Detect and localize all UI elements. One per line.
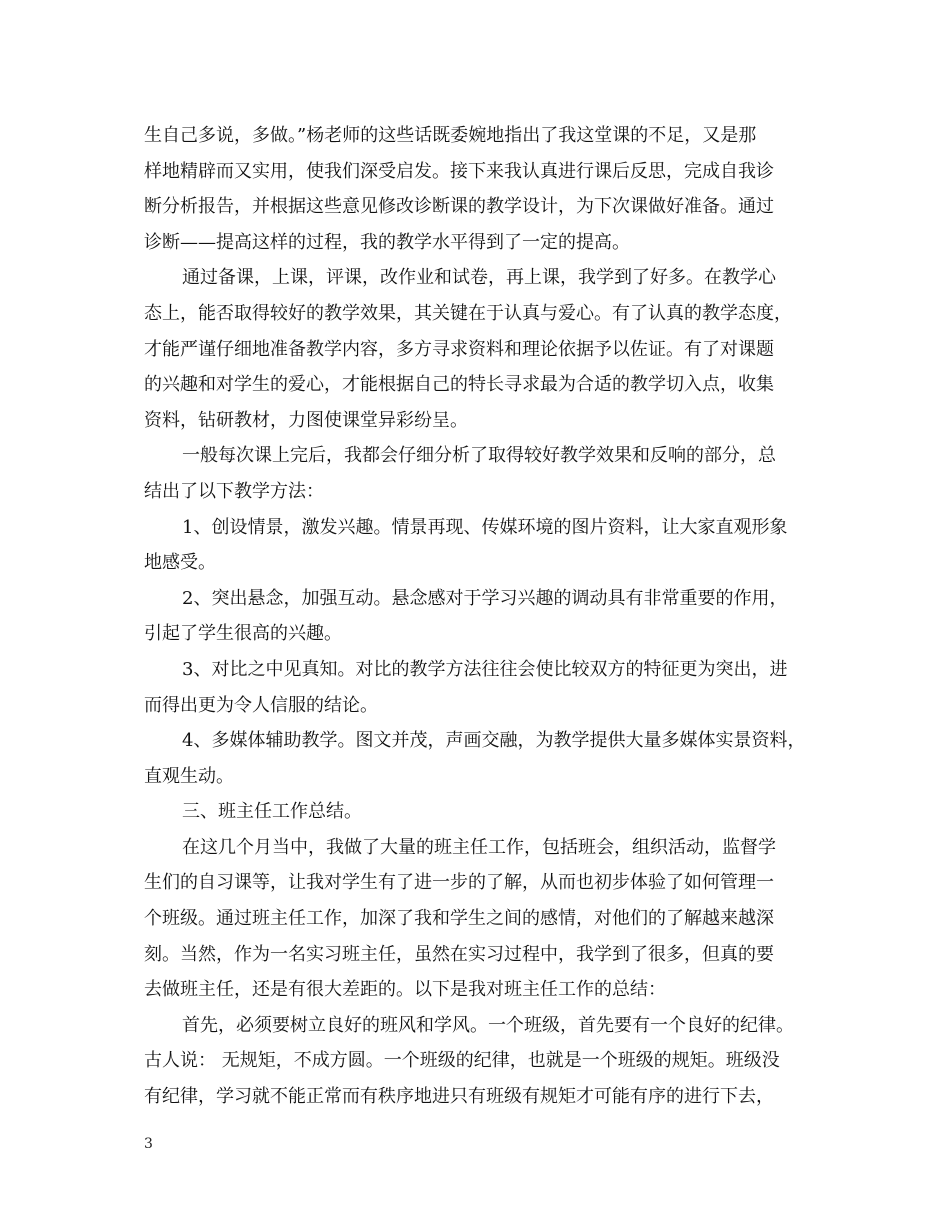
text-line: 地感受。 [144,552,216,574]
text-line: 的兴趣和对学生的爱心，才能根据自己的特长寻求最为合适的教学切入点，收集 [144,374,774,396]
text-line: 通过备课，上课，评课，改作业和试卷，再上课，我学到了好多。在教学心 [182,267,776,289]
text-line: 2、突出悬念，加强互动。悬念感对于学习兴趣的调动具有非常重要的作用， [182,587,788,609]
text-line: 诊断——提高这样的过程，我的教学水平得到了一定的提高。 [144,231,630,253]
text-line: 结出了以下教学方法： [144,480,324,502]
text-line: 有纪律，学习就不能正常而有秩序地进只有班级有规矩才可能有序的进行下去， [144,1086,774,1108]
text-line: 样地精辟而又实用，使我们深受启发。接下来我认真进行课后反思，完成自我诊 [144,160,774,182]
text-line: 态上，能否取得较好的教学效果，其关键在于认真与爱心。有了认真的教学态度， [144,302,792,324]
text-line: 首先，必须要树立良好的班风和学风。一个班级，首先要有一个良好的纪律。 [182,1014,794,1036]
text-line: 3、对比之中见真知。对比的教学方法往往会使比较双方的特征更为突出，进 [182,658,788,680]
text-line: 才能严谨仔细地准备教学内容，多方寻求资料和理论依据予以佐证。有了对课题 [144,338,774,360]
text-line: 断分析报告，并根据这些意见修改诊断课的教学设计，为下次课做好准备。通过 [144,196,774,218]
text-line: 三、班主任工作总结。 [182,801,362,823]
text-line: 而得出更为令人信服的结论。 [144,694,378,716]
text-line: 个班级。通过班主任工作，加深了我和学生之间的感情，对他们的了解越来越深 [144,908,774,930]
text-line: 直观生动。 [144,765,234,787]
page-number: 3 [144,1136,153,1152]
text-line: 资料，钻研教材，力图使课堂异彩纷呈。 [144,409,468,431]
body-text [144,118,816,1115]
text-line: 生们的自习课等，让我对学生有了进一步的了解，从而也初步体验了如何管理一 [144,872,774,894]
text-line: 4、多媒体辅助教学。图文并茂，声画交融，为教学提供大量多媒体实景资料， [182,730,806,752]
text-line: 引起了学生很高的兴趣。 [144,623,342,645]
text-line: 古人说： 无规矩，不成方圆。一个班级的纪律，也就是一个班级的规矩。班级没 [144,1050,780,1072]
text-line: 去做班主任，还是有很大差距的。以下是我对班主任工作的总结： [144,979,666,1001]
text-line: 在这几个月当中，我做了大量的班主任工作，包括班会，组织活动，监督学 [182,836,776,858]
text-line: 一般每次课上完后，我都会仔细分析了取得较好教学效果和反响的部分，总 [182,445,776,467]
text-line: 生自己多说，多做。”杨老师的这些话既委婉地指出了我这堂课的不足，又是那 [144,125,757,146]
text-line: 1、创设情景，激发兴趣。情景再现、传媒环境的图片资料，让大家直观形象 [182,516,788,538]
text-line: 刻。当然，作为一名实习班主任，虽然在实习过程中，我学到了很多，但真的要 [144,943,774,965]
